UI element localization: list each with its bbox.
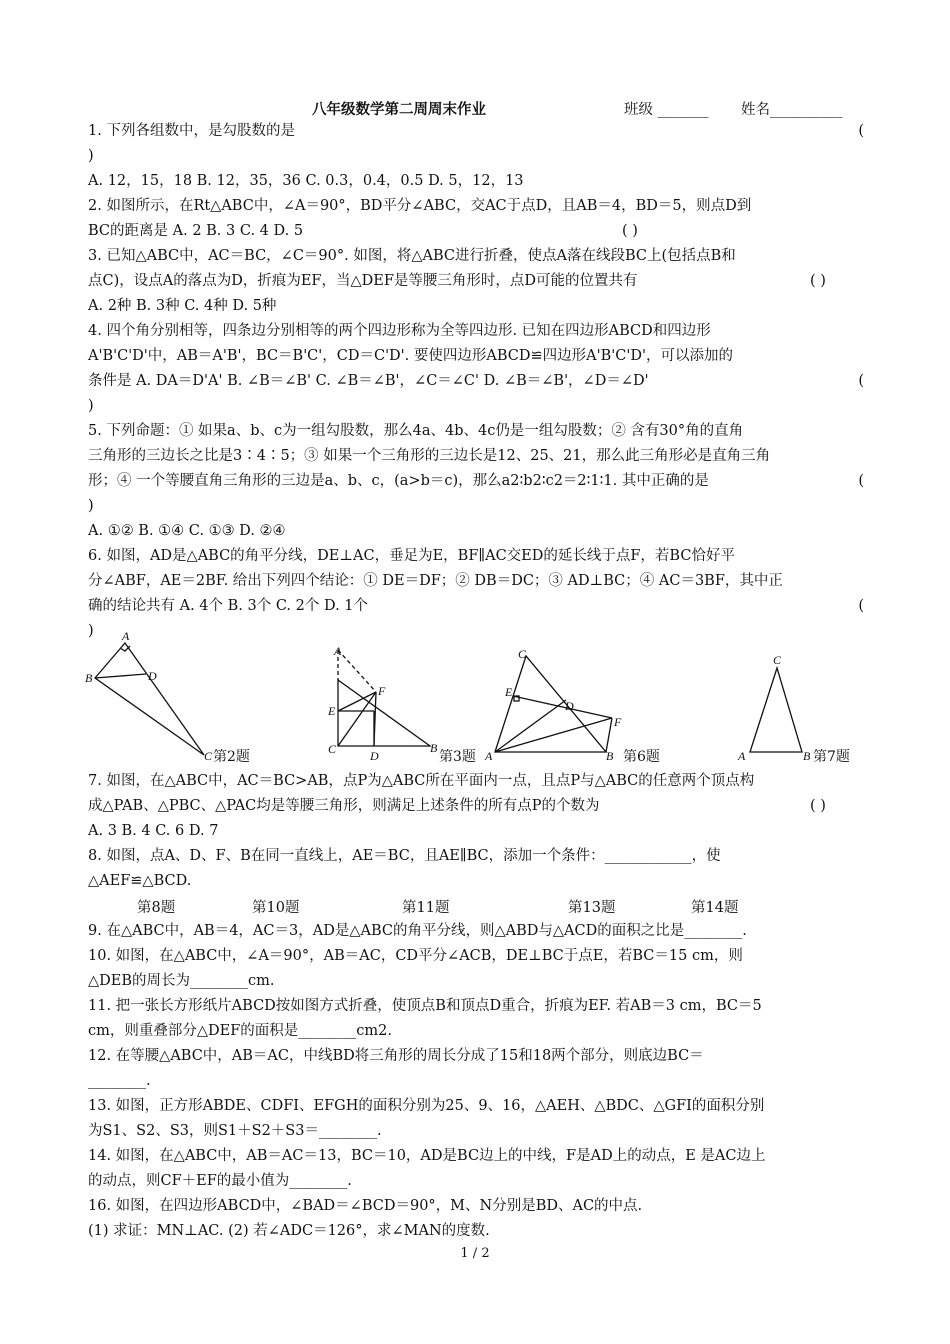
question-11-line1: 11. 把一张长方形纸片ABCD按如图方式折叠，使顶点B和顶点D重合，折痕为EF. 若AB＝3 cm，BC＝5 bbox=[88, 998, 762, 1014]
fig6-label-f: F bbox=[614, 715, 622, 729]
question-13-line2: 为S1、S2、S3，则S1＋S2＋S3＝________. bbox=[88, 1123, 382, 1139]
question-8-line2: △AEF≌△BCD. bbox=[88, 873, 192, 889]
fig2-triangle bbox=[95, 643, 204, 755]
fig7-label-c: C bbox=[773, 653, 782, 667]
caption-fig3: 第3题 bbox=[439, 749, 476, 765]
fig3-label-b: B bbox=[430, 741, 438, 755]
question-6-line2: 分∠ABF，AE＝2BF. 给出下列四个结论：① DE＝DF；② DB＝DC；③ AD⊥BC；④ AC＝3BF，其中正 bbox=[88, 573, 783, 589]
fig6-label-b: B bbox=[606, 749, 614, 763]
question-2-line2: BC的距离是 A. 2 B. 3 C. 4 D. 5 ( ) bbox=[88, 223, 638, 239]
caption-fig13: 第13题 bbox=[568, 900, 616, 916]
fig6-label-c: C bbox=[518, 647, 527, 661]
fig3-fold-ef bbox=[338, 692, 376, 711]
fig3-label-f: F bbox=[378, 684, 386, 698]
fig6-ad bbox=[495, 700, 566, 752]
caption-fig10: 第10题 bbox=[252, 900, 300, 916]
question-16-line1: 16. 如图，在四边形ABCD中，∠BAD＝∠BCD＝90°，M、N分别是BD、AC的中点. bbox=[88, 1198, 643, 1214]
question-3-options: A. 2种 B. 3种 C. 4种 D. 5种 bbox=[88, 298, 277, 314]
fig3-label-a: A bbox=[334, 644, 342, 658]
fig3-dashed-2 bbox=[338, 650, 376, 692]
fig6-label-e: E bbox=[505, 685, 513, 699]
question-1-text: 1. 下列各组数中，是勾股数的是 ( bbox=[88, 123, 864, 139]
fig6-label-a: A bbox=[485, 749, 493, 763]
fig3-label-c: C bbox=[328, 742, 337, 756]
fig7-triangle bbox=[750, 668, 802, 752]
caption-fig2: 第2题 bbox=[213, 749, 250, 765]
question-4-line3: 条件是 A. DA＝D'A' B. ∠B＝∠B' C. ∠B＝∠B'，∠C＝∠C' D. ∠B＝∠B'，∠D＝∠D' ( bbox=[88, 373, 864, 389]
question-5-line1: 5. 下列命题：① 如果a、b、c为一组勾股数，那么4a、4b、4c仍是一组勾股数；② 含有30°角的直角 bbox=[88, 423, 744, 439]
fig3-diag bbox=[338, 692, 376, 746]
question-12-line2: ________. bbox=[88, 1073, 151, 1089]
question-14-line1: 14. 如图，在△ABC中，AB＝AC＝13，BC＝10，AD是BC边上的中线，F是AD上的动点，E 是AC边上 bbox=[88, 1148, 766, 1164]
fig2-bisector bbox=[95, 674, 146, 678]
fig2-label-c: C bbox=[204, 749, 213, 763]
worksheet-page: 八年级数学第二周周末作业 班级 _______ 姓名__________ 1. 下列各组数中，是勾股数的是 ( ) A. 12，15，18 B. 12，35，36 C. 0.3，0.4，0.5 D. 5，12，13 2. 如图所示，在Rt△ABC中，∠A＝90°，BD平分∠ABC，交AC于点D，且AB＝4，BD＝5，则点D到 BC的距离是 A. 2 B. 3 C. 4 D. 5 ( ) 3. 已知△ABC中，AC＝BC，∠C＝90°. 如图，将△ABC进行折叠，使点A落在线段BC上(包括点B和 点C)，设点A的落点为D，折痕为EF，当△DEF是等腰三角形时，点D可能的位置共有 ( ) A. 2种 B. 3种 C. 4种 D. 5种 4. 四个角分别相等，四条边分别相等的两个四边形称为全等四边形. 已知在四边形ABCD和四边形 A'B'C'D'中，AB＝A'B'，BC＝B'C'，CD＝C'D'. 要使四边形ABCD≌四边形A'B'C'D'，可以添加的 条件是 A. DA＝D'A' B. ∠B＝∠B' C. ∠B＝∠B'，∠C＝∠C' D. ∠B＝∠B'，∠D＝∠D' ( ) 5. 下列命题：① 如果a、b、c为一组勾股数，那么4a、4b、4c仍是一组勾股数；② 含有30°角的直角 三角形的三边长之比是3∶4∶5；③ 如果一个三角形的三边长是12、25、21，那么此三角形必是直角三角 形；④ 一个等腰直角三角形的三边是a、b、c，(a>b＝c)，那么a2∶b2∶c2＝2∶1∶1. 其中正确的是 ( ) A. ①② B. ①④ C. ①③ D. ②④ 6. 如图，AD是△ABC的角平分线，DE⊥AC，垂足为E，BF∥AC交ED的延长线于点F，若BC恰好平 分∠ABF，AE＝2BF. 给出下列四个结论：① DE＝DF；② DB＝DC；③ AD⊥BC；④ AC＝3BF，其中正 确的结论共有 A. 4个 B. 3个 C. 2个 D. 1个 ( ) A B D C A F E C D B C E D F B A C A B 第2题 第3题 第6题 第7题 7. 如图，在△ABC中，AC＝BC>AB，点P为△ABC所在平面内一点，且点P与△ABC的任意两个顶点构 成△PAB、△PBC、△PAC均是等腰三角形，则满足上述条件的所有点P的个数为 ( ) A. 3 B. 4 C. 6 D. 7 8. 如图，点A、D、F、B在同一直线上，AE＝BC，且AE∥BC，添加一个条件：____________，使 △AEF≌△BCD. 第8题 第10题 第11题 第13题 第14题 9. 在△ABC中，AB＝4，AC＝3，AD是△ABC的角平分线，则△ABD与△ACD的面积之比是________. 10. 如图，在△ABC中，∠A＝90°，AB＝AC，CD平分∠ACB，DE⊥BC于点E，若BC＝15 cm，则 △DEB的周长为________cm. 11. 把一张长方形纸片ABCD按如图方式折叠，使顶点B和顶点D重合，折痕为EF. 若AB＝3 cm，BC＝5 cm，则重叠部分△DEF的面积是________cm2. 12. 在等腰△ABC中，AB＝AC，中线BD将三角形的周长分成了15和18两个部分，则底边BC＝ ________. 13. 如图，正方形ABDE、CDFI、EFGH的面积分别为25、9、16，△AEH、△BDC、△GFI的面积分别 为S1、S2、S3，则S1＋S2＋S3＝________. 14. 如图，在△ABC中，AB＝AC＝13，BC＝10，AD是BC边上的中线，F是AD上的动点，E 是AC边上 的动点，则CF＋EF的最小值为________. 16. 如图，在四边形ABCD中，∠BAD＝∠BCD＝90°，M、N分别是BD、AC的中点. (1) 求证：MN⊥AC. (2) 若∠ADC＝126°，求∠MAN的度数. 1 / 2 bbox=[0, 0, 950, 1344]
fig2-label-d: D bbox=[148, 669, 157, 683]
caption-fig7: 第7题 bbox=[813, 749, 850, 765]
question-5-line2: 三角形的三边长之比是3∶4∶5；③ 如果一个三角形的三边长是12、25、21，那么此三角形必是直角三角 bbox=[88, 448, 771, 464]
fig6-label-d: D bbox=[565, 699, 574, 713]
fig7-label-b: B bbox=[803, 749, 811, 763]
caption-fig8: 第8题 bbox=[137, 900, 176, 916]
question-7-options: A. 3 B. 4 C. 6 D. 7 bbox=[88, 823, 219, 839]
question-11-line2: cm，则重叠部分△DEF的面积是________cm2. bbox=[88, 1023, 392, 1039]
fig2-label-a: A bbox=[122, 629, 130, 643]
question-3-line2: 点C)，设点A的落点为D，折痕为EF，当△DEF是等腰三角形时，点D可能的位置共有 ( ) bbox=[88, 273, 826, 289]
caption-fig11: 第11题 bbox=[402, 900, 450, 916]
fig6-af bbox=[495, 718, 612, 752]
question-8-line1: 8. 如图，点A、D、F、B在同一直线上，AE＝BC，且AE∥BC，添加一个条件：____________，使 bbox=[88, 848, 721, 864]
question-12-line1: 12. 在等腰△ABC中，AB＝AC，中线BD将三角形的周长分成了15和18两个部分，则底边BC＝ bbox=[88, 1048, 704, 1064]
question-6-line3: 确的结论共有 A. 4个 B. 3个 C. 2个 D. 1个 ( bbox=[88, 598, 864, 614]
question-4-line1: 4. 四个角分别相等，四条边分别相等的两个四边形称为全等四边形. 已知在四边形ABCD和四边形 bbox=[88, 323, 711, 339]
fig7-label-a: A bbox=[738, 749, 746, 763]
question-6-line1: 6. 如图，AD是△ABC的角平分线，DE⊥AC，垂足为E，BF∥AC交ED的延长线于点F，若BC恰好平 bbox=[88, 548, 735, 564]
fig3-label-d: D bbox=[370, 749, 379, 763]
question-2-line1: 2. 如图所示，在Rt△ABC中，∠A＝90°，BD平分∠ABC，交AC于点D，且AB＝4，BD＝5，则点D到 bbox=[88, 198, 752, 214]
page-number: 1 / 2 bbox=[460, 1246, 490, 1261]
class-field-label: 班级 _______ bbox=[624, 102, 709, 118]
fig3-label-e: E bbox=[328, 704, 336, 718]
question-10-line1: 10. 如图，在△ABC中，∠A＝90°，AB＝AC，CD平分∠ACB，DE⊥BC于点E，若BC＝15 cm，则 bbox=[88, 948, 743, 964]
figures-row bbox=[80, 629, 880, 770]
question-4-line2: A'B'C'D'中，AB＝A'B'，BC＝B'C'，CD＝C'D'. 要使四边形ABCD≌四边形A'B'C'D'，可以添加的 bbox=[88, 348, 733, 364]
question-9: 9. 在△ABC中，AB＝4，AC＝3，AD是△ABC的角平分线，则△ABD与△ACD的面积之比是________. bbox=[88, 923, 747, 939]
question-13-line1: 13. 如图，正方形ABDE、CDFI、EFGH的面积分别为25、9、16，△AEH、△BDC、△GFI的面积分别 bbox=[88, 1098, 765, 1114]
fig2-label-b: B bbox=[85, 671, 93, 685]
page-title: 八年级数学第二周周末作业 bbox=[312, 101, 486, 118]
question-1-options: A. 12，15，18 B. 12，35，36 C. 0.3，0.4，0.5 D. 5，12，13 bbox=[88, 173, 524, 189]
question-5-line3: 形；④ 一个等腰直角三角形的三边是a、b、c，(a>b＝c)，那么a2∶b2∶c2＝2∶1∶1. 其中正确的是 ( bbox=[88, 473, 864, 489]
question-14-line2: 的动点，则CF＋EF的最小值为________. bbox=[88, 1173, 352, 1189]
question-16-line2: (1) 求证：MN⊥AC. (2) 若∠ADC＝126°，求∠MAN的度数. bbox=[88, 1223, 490, 1239]
question-5-options: A. ①② B. ①④ C. ①③ D. ②④ bbox=[88, 523, 286, 539]
geometry-figures bbox=[80, 629, 880, 770]
caption-fig14: 第14题 bbox=[691, 900, 739, 916]
caption-fig6: 第6题 bbox=[623, 749, 660, 765]
question-7-line2: 成△PAB、△PBC、△PAC均是等腰三角形，则满足上述条件的所有点P的个数为 ( ) bbox=[88, 798, 826, 814]
fig6-bf bbox=[606, 718, 612, 752]
name-field-label: 姓名__________ bbox=[741, 102, 843, 118]
question-7-line1: 7. 如图，在△ABC中，AC＝BC>AB，点P为△ABC所在平面内一点，且点P与△ABC的任意两个顶点构 bbox=[88, 773, 755, 789]
question-3-line1: 3. 已知△ABC中，AC＝BC，∠C＝90°. 如图，将△ABC进行折叠，使点A落在线段BC上(包括点B和 bbox=[88, 248, 736, 264]
question-10-line2: △DEB的周长为________cm. bbox=[88, 973, 275, 989]
